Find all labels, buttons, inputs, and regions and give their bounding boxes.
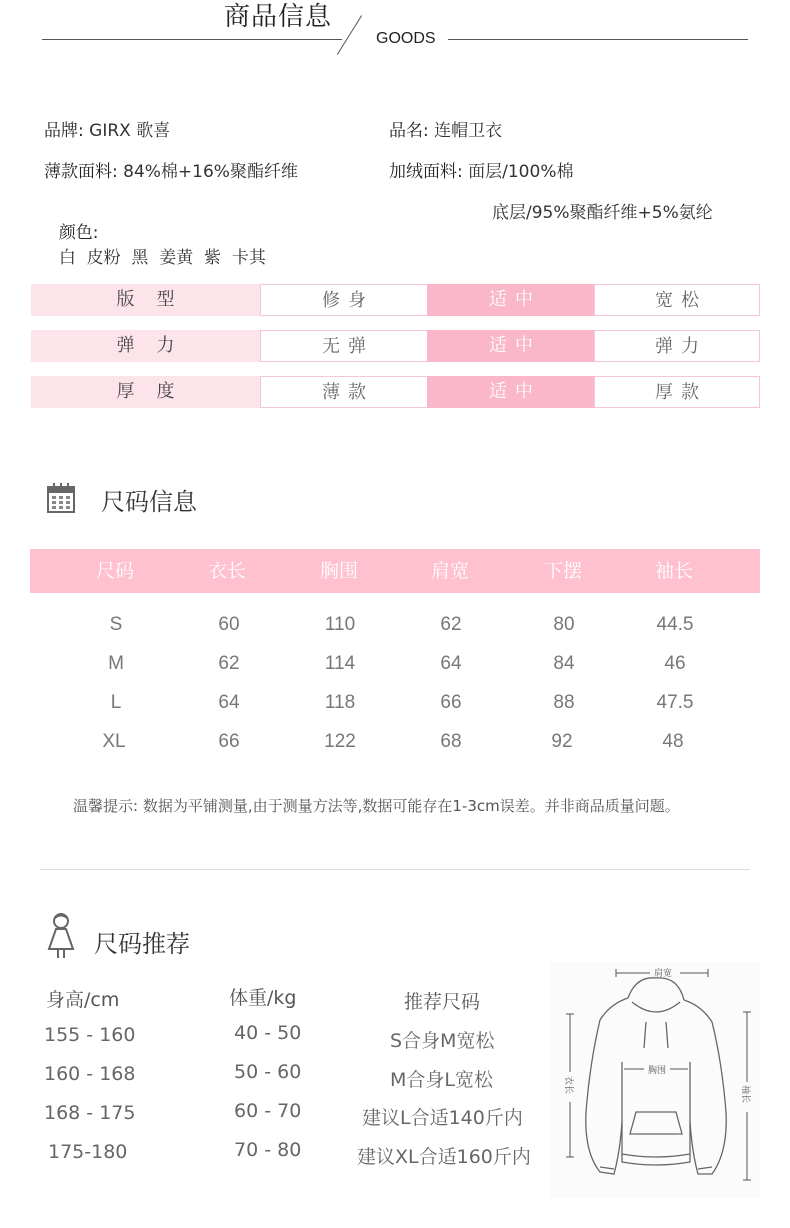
shoulder-label: 肩宽 — [654, 969, 673, 979]
thin-fabric-info — [44, 157, 298, 182]
column-header: 衣长 — [207, 560, 246, 582]
recommend-value: S合身M宽松 — [390, 1030, 495, 1052]
table-cell: L — [110, 692, 122, 713]
table-cell: S — [109, 614, 123, 635]
recommend-value: M合身L宽松 — [390, 1069, 493, 1091]
feature-option-selected: 适中 — [427, 284, 595, 316]
column-header: 体重/kg — [229, 987, 297, 1009]
table-row — [30, 614, 760, 638]
feature-option: 无弹 — [260, 330, 428, 362]
size-table-header — [30, 549, 760, 593]
person-icon — [47, 913, 75, 963]
height-value: 168 - 175 — [44, 1102, 136, 1124]
color-info — [48, 198, 266, 268]
feature-option: 修身 — [260, 284, 428, 316]
table-cell: 62 — [218, 653, 240, 674]
table-cell: 80 — [553, 614, 575, 635]
feature-option: 宽松 — [594, 284, 760, 316]
sleeve-label: 袖长 — [740, 1085, 750, 1104]
column-header: 下摆 — [543, 560, 582, 582]
divider-line — [42, 39, 342, 40]
feature-option: 弹力 — [594, 330, 760, 362]
divider-slash — [337, 15, 362, 55]
table-cell: 60 — [218, 614, 240, 635]
recommend-value: 建议XL合适160斤内 — [357, 1146, 531, 1168]
name-info — [389, 116, 502, 141]
color-label: 颜色: — [58, 223, 99, 243]
table-cell: 62 — [440, 614, 462, 635]
column-header: 尺码 — [95, 560, 134, 582]
feature-option-selected: 适中 — [427, 376, 595, 408]
feature-label: 版型 — [31, 284, 260, 316]
fleece-fabric-value: 面层/100%棉 — [468, 162, 574, 182]
column-header: 推荐尺码 — [404, 991, 481, 1013]
table-cell: M — [108, 653, 124, 674]
feature-row-thickness — [31, 376, 760, 408]
table-row — [30, 653, 760, 677]
feature-label: 弹力 — [31, 330, 260, 362]
section-title-recommend: 尺码推荐 — [94, 930, 190, 958]
name-label: 品名: — [389, 121, 429, 141]
calendar-icon — [47, 483, 75, 517]
fleece-bottom-value: 底层/95%聚酯纤维+5%氨纶 — [492, 203, 713, 223]
table-cell: 66 — [218, 731, 240, 752]
fleece-fabric-label: 加绒面料: — [389, 162, 463, 182]
brand-label: 品牌: — [44, 121, 84, 141]
column-header: 袖长 — [654, 560, 693, 582]
table-cell: 46 — [664, 653, 686, 674]
table-cell: XL — [102, 731, 126, 752]
table-cell: 84 — [553, 653, 575, 674]
length-label: 衣长 — [563, 1076, 573, 1095]
thin-fabric-value: 84%棉+16%聚酯纤维 — [123, 162, 298, 182]
table-cell: 118 — [324, 692, 356, 713]
thin-fabric-label: 薄款面料: — [44, 162, 118, 182]
table-cell: 88 — [553, 692, 575, 713]
measurement-note: 温馨提示: 数据为平铺测量,由于测量方法等,数据可能存在1-3cm误差。并非商品质量问题。 — [73, 797, 680, 815]
feature-row-stretch — [31, 330, 760, 362]
weight-value: 70 - 80 — [234, 1139, 302, 1161]
column-header: 胸围 — [319, 560, 358, 582]
brand-info — [44, 116, 170, 141]
table-cell: 44.5 — [656, 614, 694, 635]
divider-line — [448, 39, 748, 40]
brand-value: GIRX 歌喜 — [89, 121, 171, 141]
table-cell: 110 — [324, 614, 356, 635]
feature-option: 薄款 — [260, 376, 428, 408]
fleece-fabric-info — [389, 157, 573, 182]
table-cell: 64 — [218, 692, 240, 713]
page-subtitle: GOODS — [376, 30, 436, 47]
table-row — [30, 692, 760, 716]
color-value: 白 皮粉 黑 姜黄 紫 卡其 — [58, 248, 266, 268]
feature-row-fit — [31, 284, 760, 316]
height-value: 160 - 168 — [44, 1063, 136, 1085]
table-cell: 92 — [551, 731, 573, 752]
weight-value: 40 - 50 — [234, 1022, 302, 1044]
hoodie-diagram — [550, 962, 760, 1198]
table-cell: 47.5 — [656, 692, 694, 713]
height-value: 155 - 160 — [44, 1024, 136, 1046]
table-cell: 114 — [324, 653, 356, 674]
page-title: 商品信息 — [224, 2, 333, 32]
name-value: 连帽卫衣 — [434, 121, 503, 141]
feature-option-selected: 适中 — [427, 330, 595, 362]
table-cell: 122 — [324, 731, 356, 752]
section-divider — [40, 869, 750, 870]
table-cell: 68 — [440, 731, 462, 752]
chest-label: 胸围 — [648, 1066, 667, 1076]
section-title-size: 尺码信息 — [101, 488, 197, 516]
weight-value: 50 - 60 — [234, 1061, 302, 1083]
table-cell: 66 — [440, 692, 462, 713]
table-row — [30, 731, 760, 755]
feature-label: 厚度 — [31, 376, 260, 408]
weight-value: 60 - 70 — [234, 1100, 302, 1122]
column-header: 身高/cm — [46, 989, 120, 1011]
feature-option: 厚款 — [594, 376, 760, 408]
table-cell: 48 — [662, 731, 684, 752]
height-value: 175-180 — [48, 1141, 128, 1163]
recommend-value: 建议L合适140斤内 — [362, 1107, 523, 1129]
table-cell: 64 — [440, 653, 462, 674]
column-header: 肩宽 — [430, 560, 469, 582]
